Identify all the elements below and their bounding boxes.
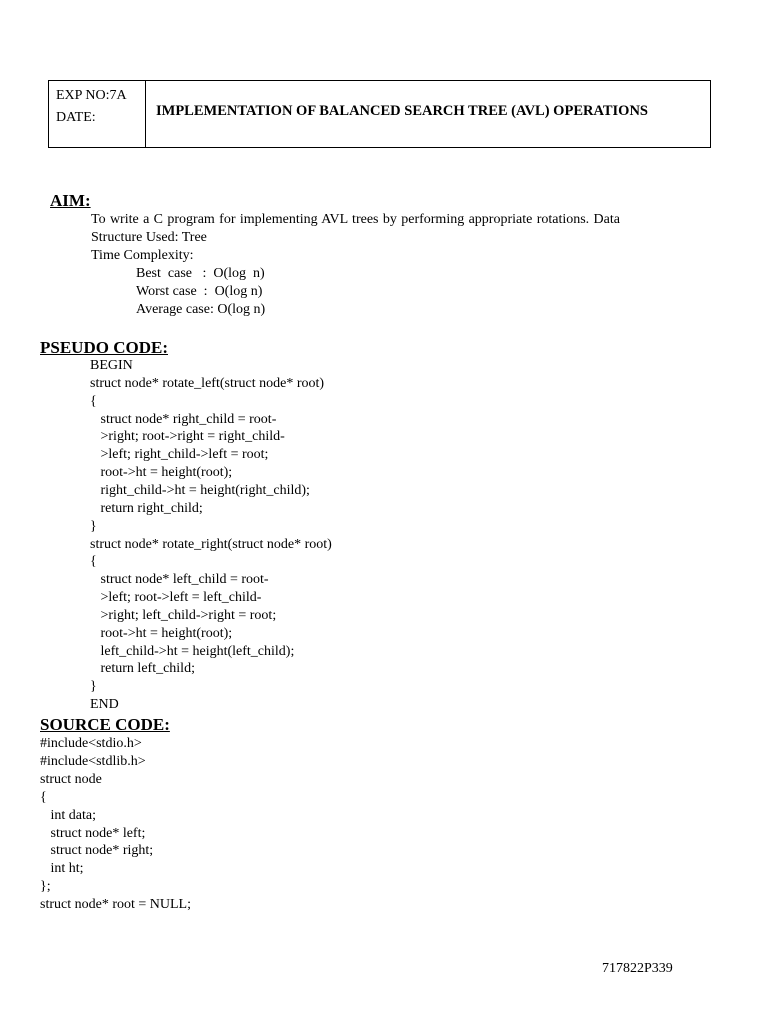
source-code-line: struct node* right;: [40, 843, 154, 859]
pseudo-code-line: struct node* rotate_left(struct node* root): [90, 375, 325, 391]
pseudo-code-line: root->ht = height(root);: [90, 625, 233, 641]
pseudo-code-line: root->ht = height(root);: [90, 465, 233, 481]
source-code-line: int data;: [40, 807, 96, 823]
source-code-line: {: [40, 789, 47, 805]
source-code-line: struct node* root = NULL;: [40, 897, 191, 913]
pseudo-code-line: >left; right_child->left = root;: [90, 447, 269, 463]
source-code-line: struct node* left;: [40, 825, 146, 841]
pseudo-code-line: }: [90, 679, 97, 695]
source-code-line: #include<stdlib.h>: [40, 753, 146, 769]
pseudo-code-line: >right; left_child->right = root;: [90, 607, 277, 623]
source-code-line: #include<stdio.h>: [40, 736, 142, 751]
average-case-line: Average case: O(log n): [136, 302, 266, 317]
source-code-line: int ht;: [40, 861, 84, 877]
pseudo-code-line: BEGIN: [90, 358, 133, 373]
pseudo-code-line: END: [90, 697, 119, 713]
time-complexity-label: Time Complexity:: [91, 248, 194, 263]
source-code-line: struct node: [40, 771, 102, 787]
pseudo-code-line: struct node* right_child = root-: [90, 411, 277, 427]
source-code-line: };: [40, 879, 51, 895]
pseudo-code-line: struct node* rotate_right(struct node* root): [90, 536, 332, 552]
pseudo-code-line: }: [90, 518, 97, 534]
experiment-header-table: [48, 80, 711, 148]
pseudo-code-line: {: [90, 393, 97, 409]
pseudo-code-line: >left; root->left = left_child-: [90, 590, 262, 606]
pseudo-code-line: right_child->ht = height(right_child);: [90, 482, 310, 498]
source-code-heading: SOURCE CODE:: [40, 715, 170, 734]
worst-case-line: Worst case : O(log n): [136, 284, 263, 299]
aim-heading: AIM:: [50, 191, 91, 210]
best-case-line: Best case : O(log n): [136, 266, 265, 281]
pseudo-code-heading: PSEUDO CODE:: [40, 338, 168, 357]
pseudo-code-line: return right_child;: [90, 500, 203, 516]
pseudo-code-line: >right; root->right = right_child-: [90, 429, 285, 445]
exp-no-label: EXP NO:7A: [56, 88, 127, 103]
pseudo-code-line: {: [90, 554, 97, 570]
aim-paragraph: To write a C program for implementing AVL trees by performing appropriate rotations. Data Structure Used: Tree: [91, 212, 620, 245]
header-meta-cell: [49, 81, 146, 147]
experiment-title: IMPLEMENTATION OF BALANCED SEARCH TREE (AVL) OPERATIONS: [156, 102, 648, 119]
pseudo-code-line: return left_child;: [90, 661, 195, 677]
date-label: DATE:: [56, 110, 96, 125]
pseudo-code-line: left_child->ht = height(left_child);: [90, 643, 295, 659]
register-number: 717822P339: [602, 961, 673, 976]
pseudo-code-line: struct node* left_child = root-: [90, 572, 269, 588]
